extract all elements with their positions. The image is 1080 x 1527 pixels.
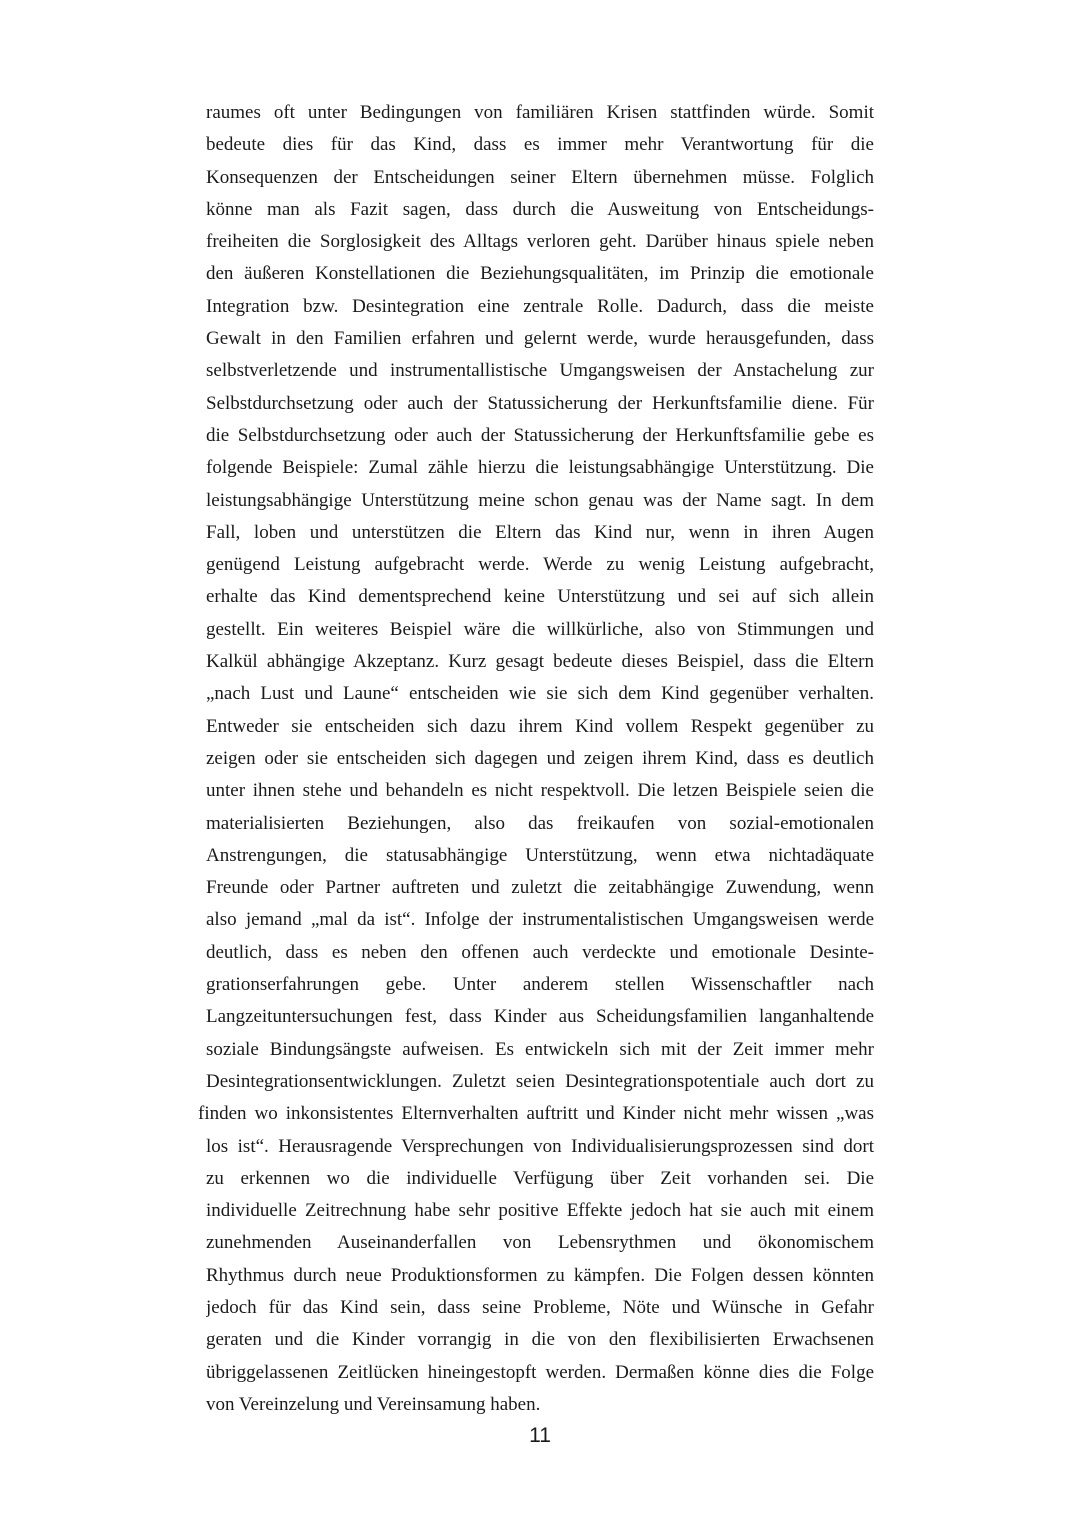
text-line: bedeute dies für das Kind, dass es immer mehr Verantwortung für die [206,134,874,156]
text-line: von Vereinzelung und Vereinsamung haben. [206,1393,541,1415]
text-line: gestellt. Ein weiteres Beispiel wäre die willkürliche, also von Stimmungen und [206,618,874,640]
text-line: Anstrengungen, die statusabhängige Unterstützung, wenn etwa nichtadäquate [206,844,874,866]
text-line: zu erkennen wo die individuelle Verfügung über Zeit vorhanden sei. Die [206,1167,874,1189]
text-line: Entweder sie entscheiden sich dazu ihrem Kind vollem Respekt gegenüber zu [206,715,874,737]
text-line: könne man als Fazit sagen, dass durch die Ausweitung von Entscheidungs- [206,198,874,220]
text-line: raumes oft unter Bedingungen von familiären Krisen stattfinden würde. Somit [206,102,874,123]
body-text [198,97,874,1421]
text-line: selbstverletzende und instrumentallistische Umgangsweisen der Anstachelung zur [206,360,874,382]
text-line: Integration bzw. Desintegration eine zentrale Rolle. Dadurch, dass die meiste [206,295,874,317]
text-line: freiheiten die Sorglosigkeit des Alltags verloren geht. Darüber hinaus spiele neben [206,231,874,253]
text-line: genügend Leistung aufgebracht werde. Werde zu wenig Leistung aufgebracht, [206,554,874,576]
text-line: leistungsabhängige Unterstützung meine schon genau was der Name sagt. In dem [206,489,874,511]
text-line: Kalkül abhängige Akzeptanz. Kurz gesagt bedeute dieses Beispiel, dass die Eltern [206,651,874,673]
text-line: Gewalt in den Familien erfahren und gelernt werde, wurde herausgefunden, dass [206,328,874,350]
text-line: individuelle Zeitrechnung habe sehr positive Effekte jedoch hat sie auch mit einem [206,1200,874,1222]
text-line: materialisierten Beziehungen, also das freikaufen von sozial-emotionalen [206,812,874,834]
text-line: übriggelassenen Zeitlücken hineingestopft werden. Dermaßen könne dies die Folge [206,1361,874,1383]
text-line: Selbstdurchsetzung oder auch der Statussicherung der Herkunftsfamilie diene. Für [206,392,874,414]
text-line: Desintegrationsentwicklungen. Zuletzt seien Desintegrationspotentiale auch dort zu [206,1070,874,1092]
text-line: deutlich, dass es neben den offenen auch verdeckte und emotionale Desinte- [206,941,874,963]
text-line: Langzeituntersuchungen fest, dass Kinder aus Scheidungsfamilien langanhaltende [206,1006,874,1028]
text-line: Freunde oder Partner auftreten und zuletzt die zeitabhängige Zuwendung, wenn [206,877,874,899]
text-line: erhalte das Kind dementsprechend keine Unterstützung und sei auf sich allein [206,586,874,608]
text-line: soziale Bindungsängste aufweisen. Es entwickeln sich mit der Zeit immer mehr [206,1038,874,1060]
text-line: geraten und die Kinder vorrangig in die von den flexibilisierten Erwachsenen [206,1329,874,1351]
text-line: Rhythmus durch neue Produktionsformen zu kämpfen. Die Folgen dessen könnten [206,1264,874,1286]
text-line: grationserfahrungen gebe. Unter anderem stellen Wissenschaftler nach [206,974,874,996]
text-line: zeigen oder sie entscheiden sich dagegen und zeigen ihrem Kind, dass es deutlich [206,747,874,769]
text-line: also jemand „mal da ist“. Infolge der instrumentalistischen Umgangsweisen werde [206,909,874,931]
text-line: „nach Lust und Laune“ entscheiden wie sie sich dem Kind gegenüber verhalten. [206,683,874,705]
text-line: finden wo inkonsistentes Elternverhalten auftritt und Kinder nicht mehr wissen „was [198,1103,874,1125]
text-line: zunehmenden Auseinanderfallen von Lebensrythmen und ökonomischem [206,1232,874,1254]
text-line: den äußeren Konstellationen die Beziehungsqualitäten, im Prinzip die emotionale [206,263,874,285]
text-line: los ist“. Herausragende Versprechungen von Individualisierungsprozessen sind dort [206,1135,874,1157]
text-line: unter ihnen stehe und behandeln es nicht respektvoll. Die letzen Beispiele seien die [206,780,874,802]
text-line: Konsequenzen der Entscheidungen seiner Eltern übernehmen müsse. Folglich [206,166,874,188]
text-line: jedoch für das Kind sein, dass seine Probleme, Nöte und Wünsche in Gefahr [206,1296,874,1318]
text-line: Fall, loben und unterstützen die Eltern das Kind nur, wenn in ihren Augen [206,521,874,543]
page-number: 11 [529,1424,551,1447]
text-line: die Selbstdurchsetzung oder auch der Statussicherung der Herkunftsfamilie gebe es [206,424,874,446]
text-line: folgende Beispiele: Zumal zähle hierzu die leistungsabhängige Unterstützung. Die [206,457,874,479]
